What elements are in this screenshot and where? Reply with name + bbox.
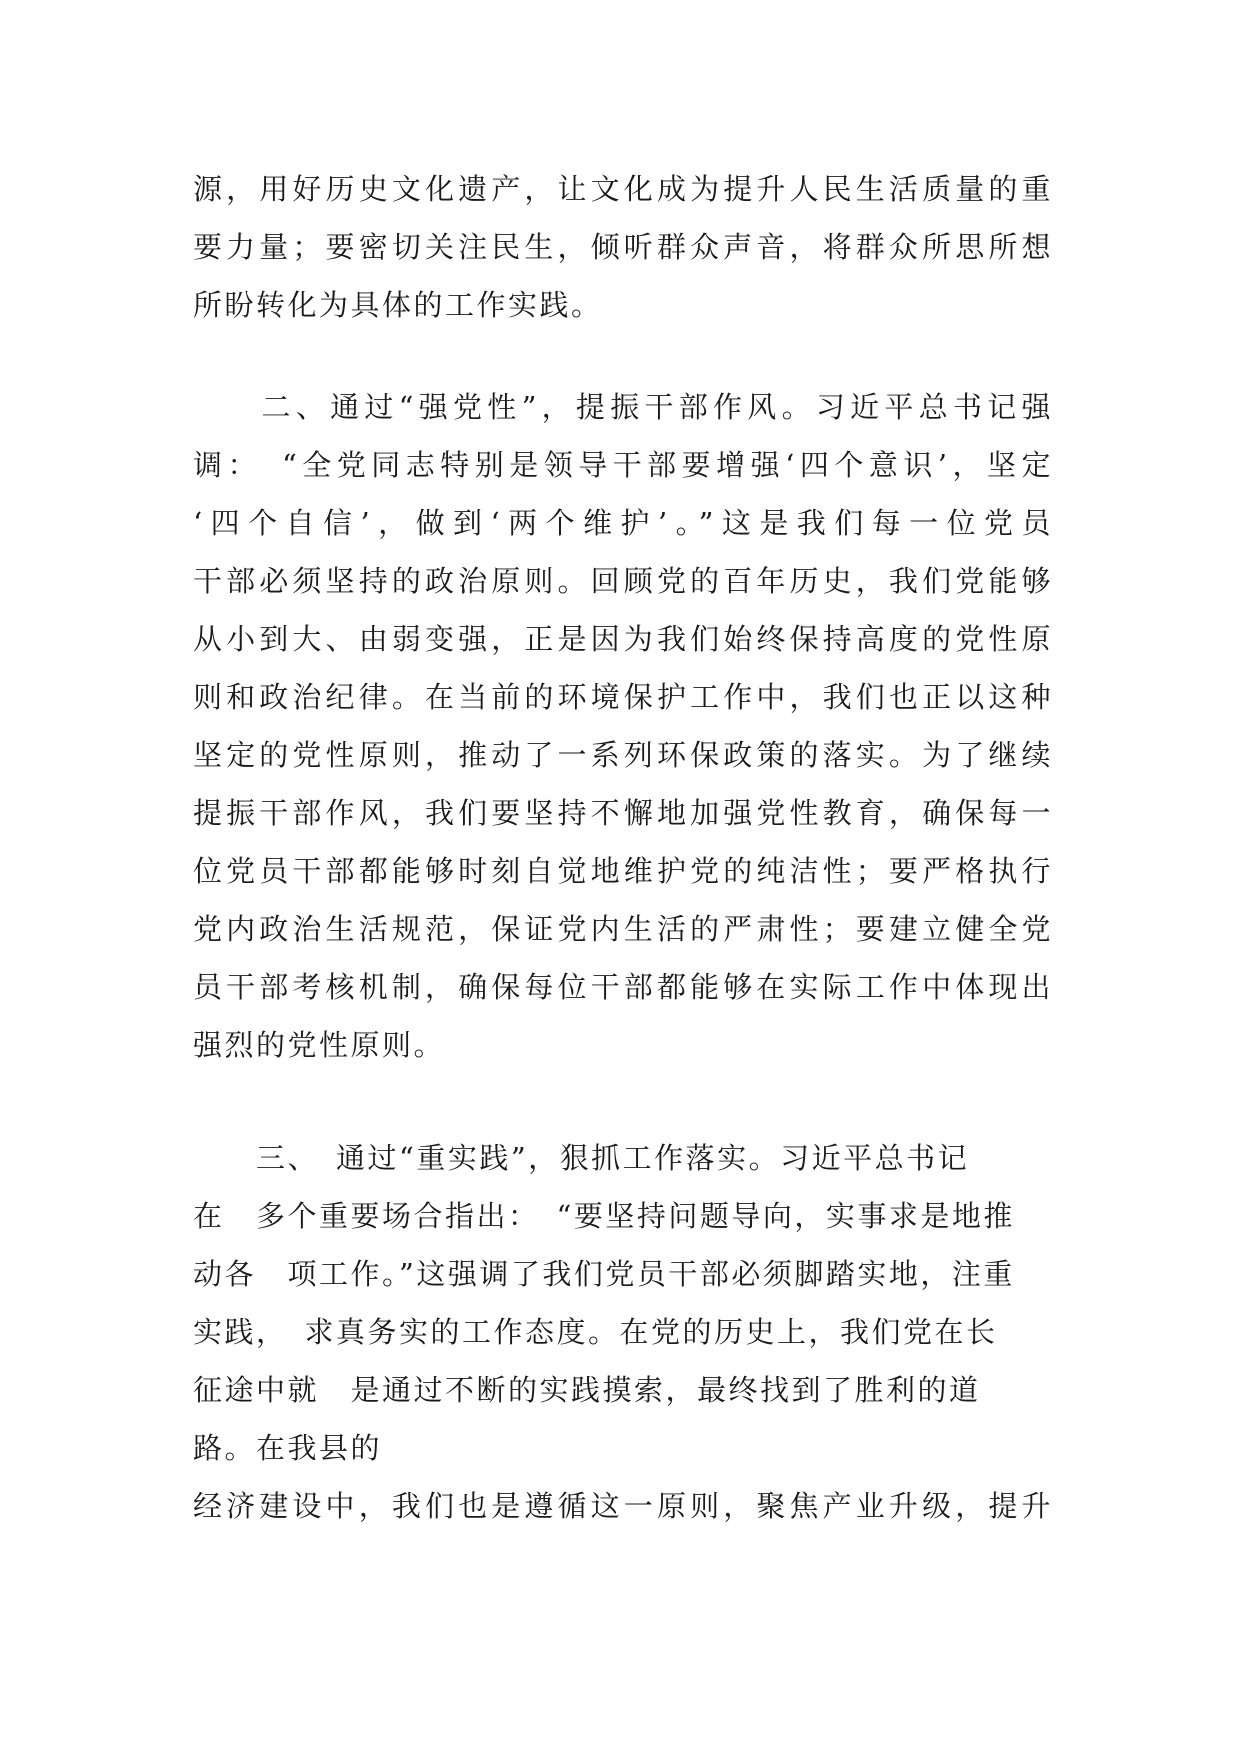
text-line: 三、 通过“重实践”，狠抓工作落实。习近平总书记 xyxy=(193,1141,970,1175)
paragraph-section-three xyxy=(193,1129,1053,1535)
text-line: 路。在我县的 xyxy=(193,1431,383,1465)
text-line: 经济建设中，我们也是遵循这一原则，聚焦产业升级，提升 xyxy=(193,1489,1053,1523)
text-line: 党内政治生活规范，保证党内生活的严肃性；要建立健全党 xyxy=(193,912,1053,946)
text-line: 强烈的党性原则。 xyxy=(193,1028,446,1062)
text-line: 所盼转化为具体的工作实践。 xyxy=(193,288,603,322)
text-line: 干部必须坚持的政治原则。回顾党的百年历史，我们党能够 xyxy=(193,564,1053,598)
text-line: 员干部考核机制，确保每位干部都能够在实际工作中体现出 xyxy=(193,970,1053,1004)
text-line: 从小到大、由弱变强，正是因为我们始终保持高度的党性原 xyxy=(193,622,1053,656)
paragraph-section-two xyxy=(193,378,1053,1074)
text-line: 位党员干部都能够时刻自觉地维护党的纯洁性；要严格执行 xyxy=(193,854,1053,888)
text-line: 坚定的党性原则，推动了一系列环保政策的落实。为了继续 xyxy=(193,738,1053,772)
text-line: 在 多个重要场合指出： “要坚持问题导向，实事求是地推 xyxy=(193,1199,1015,1233)
text-line: 动各 项工作。”这强调了我们党员干部必须脚踏实地，注重 xyxy=(193,1257,1015,1291)
paragraph-continuation xyxy=(193,160,1053,334)
text-line: ‘四个自信’，做到‘两个维护’。”这是我们每一位党员 xyxy=(193,506,1053,540)
text-line: 二、通过“强党性”，提振干部作风。习近平总书记强 xyxy=(193,390,1053,424)
text-line: 则和政治纪律。在当前的环境保护工作中，我们也正以这种 xyxy=(193,680,1053,714)
text-line: 要力量；要密切关注民生，倾听群众声音，将群众所思所想 xyxy=(193,230,1053,264)
text-line: 提振干部作风，我们要坚持不懈地加强党性教育，确保每一 xyxy=(193,796,1053,830)
text-line: 调： “全党同志特别是领导干部要增强‘四个意识’，坚定 xyxy=(193,448,1053,482)
text-line: 实践， 求真务实的工作态度。在党的历史上，我们党在长 xyxy=(193,1315,998,1349)
text-line: 源，用好历史文化遗产，让文化成为提升人民生活质量的重 xyxy=(193,172,1053,206)
text-line: 征途中就 是通过不断的实践摸索，最终找到了胜利的道 xyxy=(193,1373,981,1407)
